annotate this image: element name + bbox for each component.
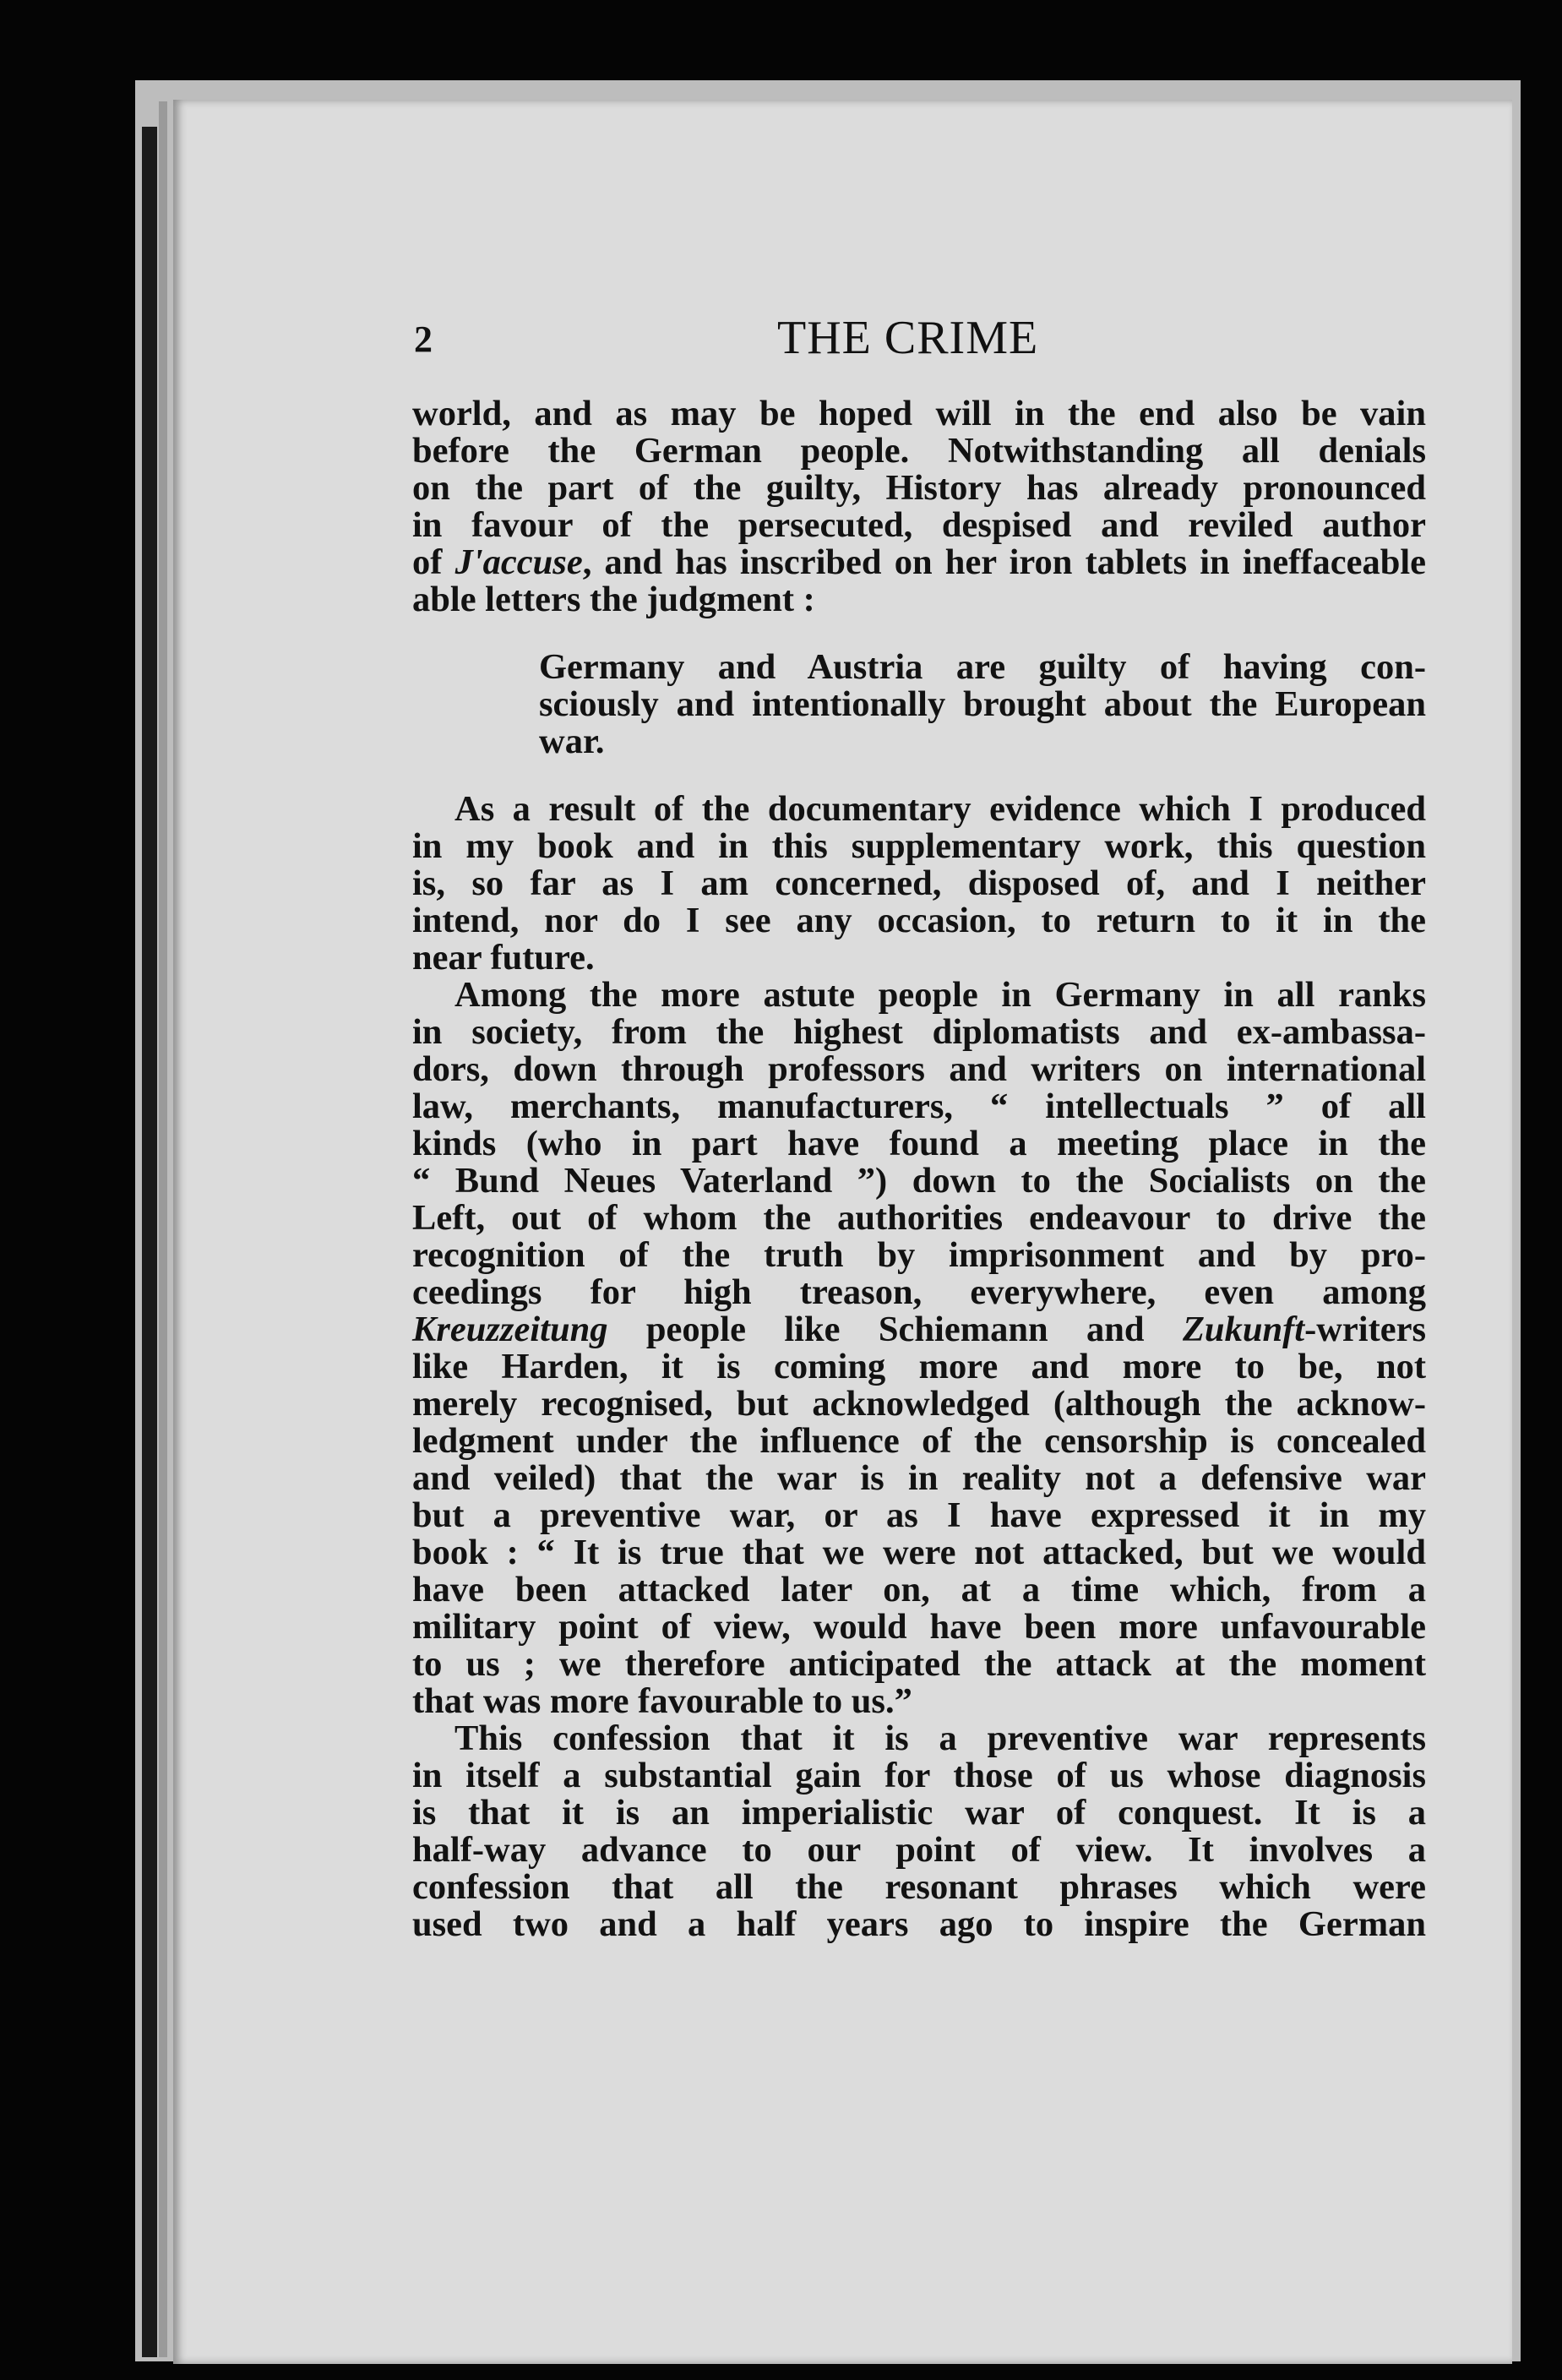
text-line: to us ; we therefore anticipated the attack at the moment (412, 1644, 1426, 1684)
text-line: Left, out of whom the authorities endeavour to drive the (412, 1198, 1426, 1238)
text-line: used two and a half years ago to inspire the German (412, 1904, 1426, 1944)
text-line: confession that all the resonant phrases which were (412, 1867, 1426, 1907)
text-line: military point of view, would have been more unfavourable (412, 1607, 1426, 1647)
text-line: is, so far as I am concerned, disposed of, and I neither (412, 863, 1426, 903)
text-line: book : “ It is true that we were not attacked, but we would (412, 1533, 1426, 1572)
text-line: kinds (who in part have found a meeting place in the (412, 1124, 1426, 1163)
page-number: 2 (414, 319, 433, 360)
quote-line: sciously and intentionally brought about the European (539, 684, 1426, 724)
text-line: in favour of the persecuted, despised and reviled author (412, 505, 1426, 545)
text-line: law, merchants, manufacturers, “ intellectuals ” of all (412, 1087, 1426, 1126)
text-line: is that it is an imperialistic war of conquest. It is a (412, 1793, 1426, 1833)
text-line: Kreuzzeitung people like Schiemann and Zukunft-writers (412, 1310, 1426, 1349)
text-line: able letters the judgment : (412, 580, 815, 619)
paragraph (412, 395, 1426, 618)
text-line: and veiled) that the war is in reality not a defensive war (412, 1458, 1426, 1498)
paragraph (412, 977, 1426, 1720)
text-line: before the German people. Notwithstanding all denials (412, 431, 1426, 471)
paragraph (412, 791, 1426, 977)
running-head: THE CRIME (777, 312, 1039, 364)
quote-line: war. (539, 722, 605, 761)
text-line: intend, nor do I see any occasion, to return to it in the (412, 901, 1426, 940)
text-line: like Harden, it is coming more and more to be, not (412, 1347, 1426, 1386)
body-text (412, 395, 1426, 1943)
text-line: This confession that it is a preventive war represents (454, 1718, 1426, 1758)
text-line: in itself a substantial gain for those of us whose diagnosis (412, 1756, 1426, 1795)
text-line: half-way advance to our point of view. It involves a (412, 1830, 1426, 1870)
text-line: “ Bund Neues Vaterland ”) down to the Socialists on the (412, 1161, 1426, 1201)
text-line: merely recognised, but acknowledged (although the acknow- (412, 1384, 1426, 1424)
page-header (414, 311, 1428, 370)
text-line: but a preventive war, or as I have expressed it in my (412, 1495, 1426, 1535)
book-spine (142, 127, 157, 2357)
text-line: that was more favourable to us.” (412, 1681, 912, 1721)
paragraph (412, 1720, 1426, 1943)
text-line: As a result of the documentary evidence which I produced (454, 789, 1426, 829)
quote-line: Germany and Austria are guilty of having con- (539, 647, 1426, 687)
text-line: on the part of the guilty, History has already pronounced (412, 468, 1426, 508)
text-line: in society, from the highest diplomatists and ex-ambassa- (412, 1012, 1426, 1052)
text-line: ledgment under the influence of the censorship is concealed (412, 1421, 1426, 1461)
book-spine-edge (159, 101, 167, 2357)
text-line: have been attacked later on, at a time which, from a (412, 1570, 1426, 1609)
text-line: of J'accuse, and has inscribed on her iron tablets in ineffaceable (412, 542, 1426, 582)
block-quote (412, 649, 1426, 760)
text-line: dors, down through professors and writers on international (412, 1049, 1426, 1089)
text-line: Among the more astute people in Germany in all ranks (454, 975, 1426, 1015)
text-line: recognition of the truth by imprisonment and by pro- (412, 1235, 1426, 1275)
text-line: near future. (412, 938, 595, 978)
text-line: world, and as may be hoped will in the end also be vain (412, 394, 1426, 433)
text-line: ceedings for high treason, everywhere, even among (412, 1272, 1426, 1312)
text-line: in my book and in this supplementary work, this question (412, 826, 1426, 866)
